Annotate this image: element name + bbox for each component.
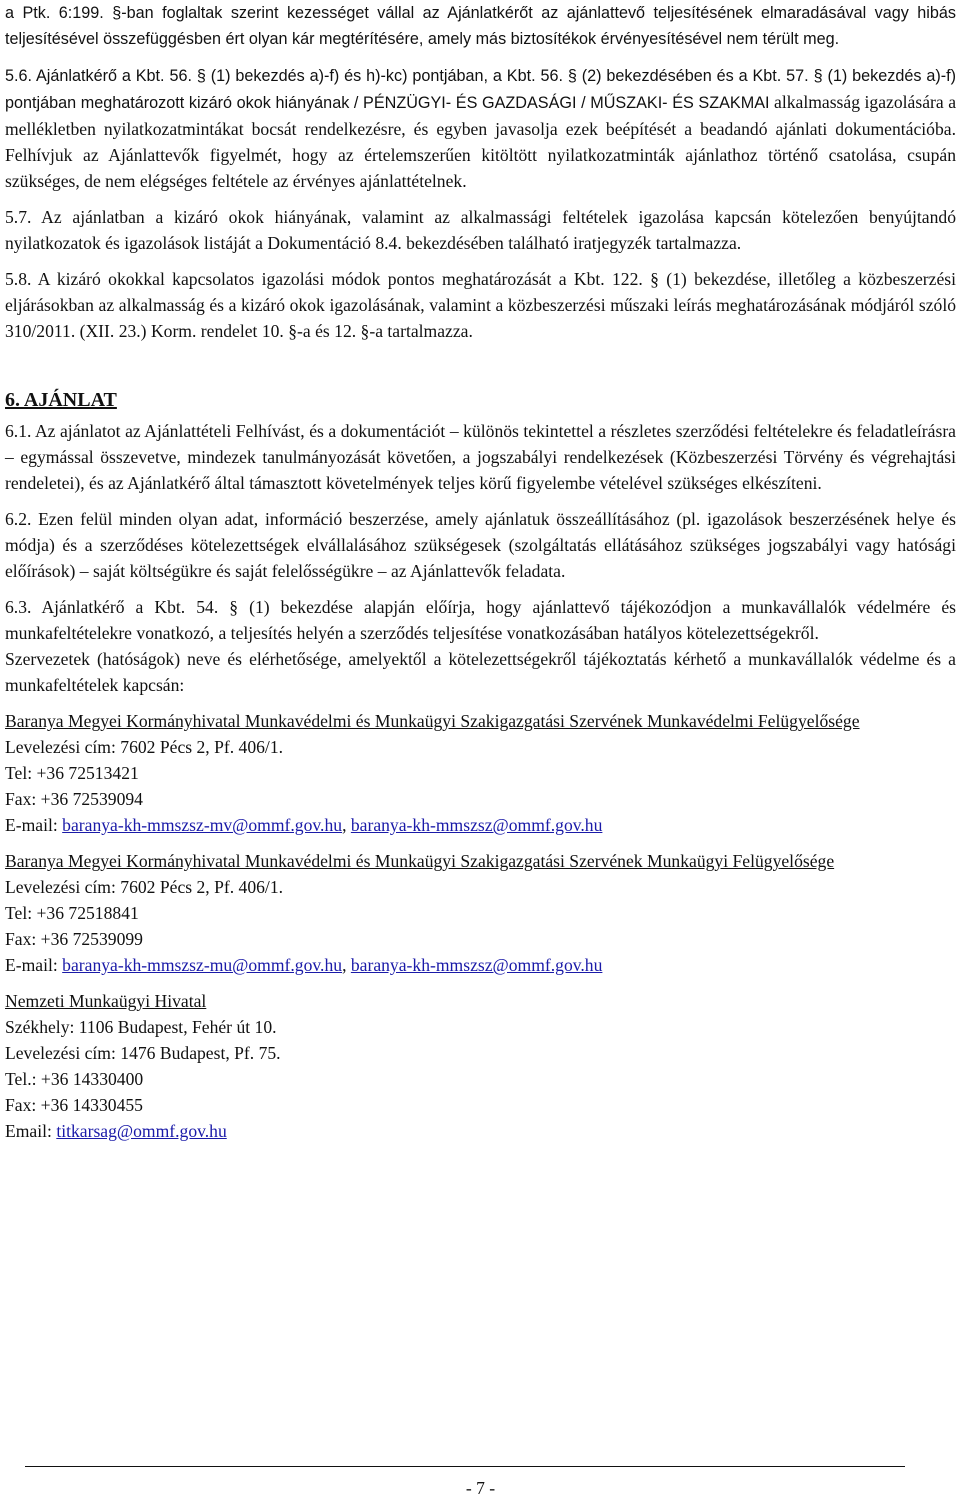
- organization-address: Levelezési cím: 1476 Budapest, Pf. 75.: [5, 1043, 281, 1063]
- email-label: E-mail:: [5, 815, 63, 835]
- organization-tel: Tel.: +36 14330400: [5, 1069, 144, 1089]
- paragraph-5-6-intro: 5.6. Ajánlatkérő a Kbt. 56. § (1) bekezdés a)-f) és h)-kc) pontjában, a Kbt. 56. § (2) bekezdésében és a Kbt. 57. § (1) bekezdés a)-f) pontjában meghatározott kizáró okok hiányának / PÉNZÜGYI- ÉS GAZDASÁGI / MŰSZAKI- ÉS SZAKMAI: [5, 67, 956, 112]
- organization-fax: Fax: +36 14330455: [5, 1095, 143, 1115]
- ptk-line-2: elmaradásával vagy hibás teljesítésével összefüggésben ért olyan kár megtérítésére, amely más biztosítékok: [5, 4, 956, 48]
- organization-email-line: [5, 812, 956, 838]
- organization-seat: Székhely: 1106 Budapest, Fehér út 10.: [5, 1017, 277, 1037]
- paragraph-5-6: [5, 62, 956, 194]
- organization-block-3: [5, 988, 956, 1144]
- paragraph-5-6-rest: alkalmasság igazolására a mellékletben nyilatkozatmintákat bocsát rendelkezésre, és egyben javasolja ezek beépítését a beadandó ajánlati dokumentációba. Felhívjuk az Ajánlattevők figyelmét, hogy az értelemszerűen kitöltött nyilatkozatminták ajánlathoz történő csatolása, csupán szükséges, de nem elégséges feltétele az érvényes ajánlattételnek.: [5, 92, 957, 191]
- organization-fax: Fax: +36 72539099: [5, 929, 143, 949]
- paragraph-5-7: 5.7. Az ajánlatban a kizáró okok hiányának, valamint az alkalmassági feltételek igazolása kapcsán kötelezően benyújtandó nyilatkozatok és igazolások listáját a Dokumentáció 8.4. bekezdésében található iratjegyzék tartalmazza.: [5, 207, 956, 253]
- email-separator: ,: [342, 815, 351, 835]
- email-link[interactable]: baranya-kh-mmszsz-mu@ommf.gov.hu: [62, 955, 343, 975]
- organization-name: Baranya Megyei Kormányhivatal Munkavédelmi és Munkaügyi Szakigazgatási Szervének Munkaügyi Felügyelősége: [5, 851, 835, 871]
- footer-divider: [25, 1466, 905, 1467]
- page-number: - 7 -: [465, 1478, 496, 1498]
- email-link[interactable]: baranya-kh-mmszsz@ommf.gov.hu: [350, 815, 603, 835]
- paragraph-5-8: 5.8. A kizáró okokkal kapcsolatos igazolási módok pontos meghatározását a Kbt. 122. § (1) bekezdése, illetőleg a közbeszerzési eljárásokban az alkalmasság és a kizáró okok igazolásának, valamint a közbeszerzési műszaki leírás meghatározásának módjáról szóló 310/2011. (XII. 23.) Korm. rendelet 10. §-a és 12. §-a tartalmazza.: [5, 269, 956, 341]
- email-label: E-mail:: [5, 955, 63, 975]
- organization-email-line: [5, 952, 956, 978]
- page-footer: [5, 1466, 956, 1501]
- organization-fax: Fax: +36 72539094: [5, 789, 143, 809]
- organization-name: Baranya Megyei Kormányhivatal Munkavédelmi és Munkaügyi Szakigazgatási Szervének Munkavédelmi Felügyelősége: [5, 711, 860, 731]
- paragraph-organizations-intro: Szervezetek (hatóságok) neve és elérhetősége, amelyektől a kötelezettségekről tájékoztatás kérhető a munkavállalók védelme és a munkafeltételek kapcsán:: [5, 649, 956, 695]
- paragraph-ptk: [5, 0, 956, 52]
- paragraph-6-3: 6.3. Ajánlatkérő a Kbt. 54. § (1) bekezdése alapján előírja, hogy ajánlattevő tájékozódjon a munkavállalók védelmére és munkafeltételekre vonatkozó, a teljesítés helyén a szerződés teljesítése vonatkozásában hatályos kötelezettségekről.: [5, 597, 956, 643]
- paragraph-6-2: 6.2. Ezen felül minden olyan adat, információ beszerzése, amely ajánlatuk összeállításához (pl. igazolások beszerzésének helye és módja) és a szerződéses kötelezettségek elvállalásához szükségesek (szolgáltatás ellátásához szükséges jogszabályi vagy hatósági előírások) – saját költségükre és saját felelősségükre – az Ajánlattevők feladata.: [5, 509, 956, 581]
- organization-address: Levelezési cím: 7602 Pécs 2, Pf. 406/1.: [5, 737, 284, 757]
- email-separator: ,: [342, 955, 351, 975]
- section-heading-ajanlat: 6. AJÁNLAT: [5, 389, 117, 411]
- document-page: [5, 0, 956, 1509]
- ptk-line-1: a Ptk. 6:199. §-ban foglaltak szerint kezességet vállal az Ajánlatkérőt az ajánlattevő teljesítésének: [5, 4, 753, 22]
- paragraph-6-1: 6.1. Az ajánlatot az Ajánlattételi Felhívást, és a dokumentációt – különös tekintettel a részletes szerződési feltételekre és feladatleírásra – egymással összevetve, mindezek tanulmányozását követően, a jogszabályi rendelkezések (Közbeszerzési Törvény és végrehajtási rendeletei), és az Ajánlatkérő által támasztott követelmények teljes körű figyelembe vételével szükséges elkészíteni.: [5, 421, 956, 493]
- organization-tel: Tel: +36 72518841: [5, 903, 139, 923]
- email-label: Email:: [5, 1121, 57, 1141]
- email-link[interactable]: baranya-kh-mmszsz-mv@ommf.gov.hu: [62, 815, 343, 835]
- email-link[interactable]: baranya-kh-mmszsz@ommf.gov.hu: [350, 955, 603, 975]
- organization-address: Levelezési cím: 7602 Pécs 2, Pf. 406/1.: [5, 877, 284, 897]
- ptk-line-3: érvényesítésével nem térült meg.: [600, 30, 840, 48]
- organization-email-line: [5, 1118, 956, 1144]
- organization-block-1: [5, 708, 956, 838]
- email-link[interactable]: titkarsag@ommf.gov.hu: [56, 1121, 227, 1141]
- organization-block-2: [5, 848, 956, 978]
- organization-name: Nemzeti Munkaügyi Hivatal: [5, 991, 207, 1011]
- organization-tel: Tel: +36 72513421: [5, 763, 139, 783]
